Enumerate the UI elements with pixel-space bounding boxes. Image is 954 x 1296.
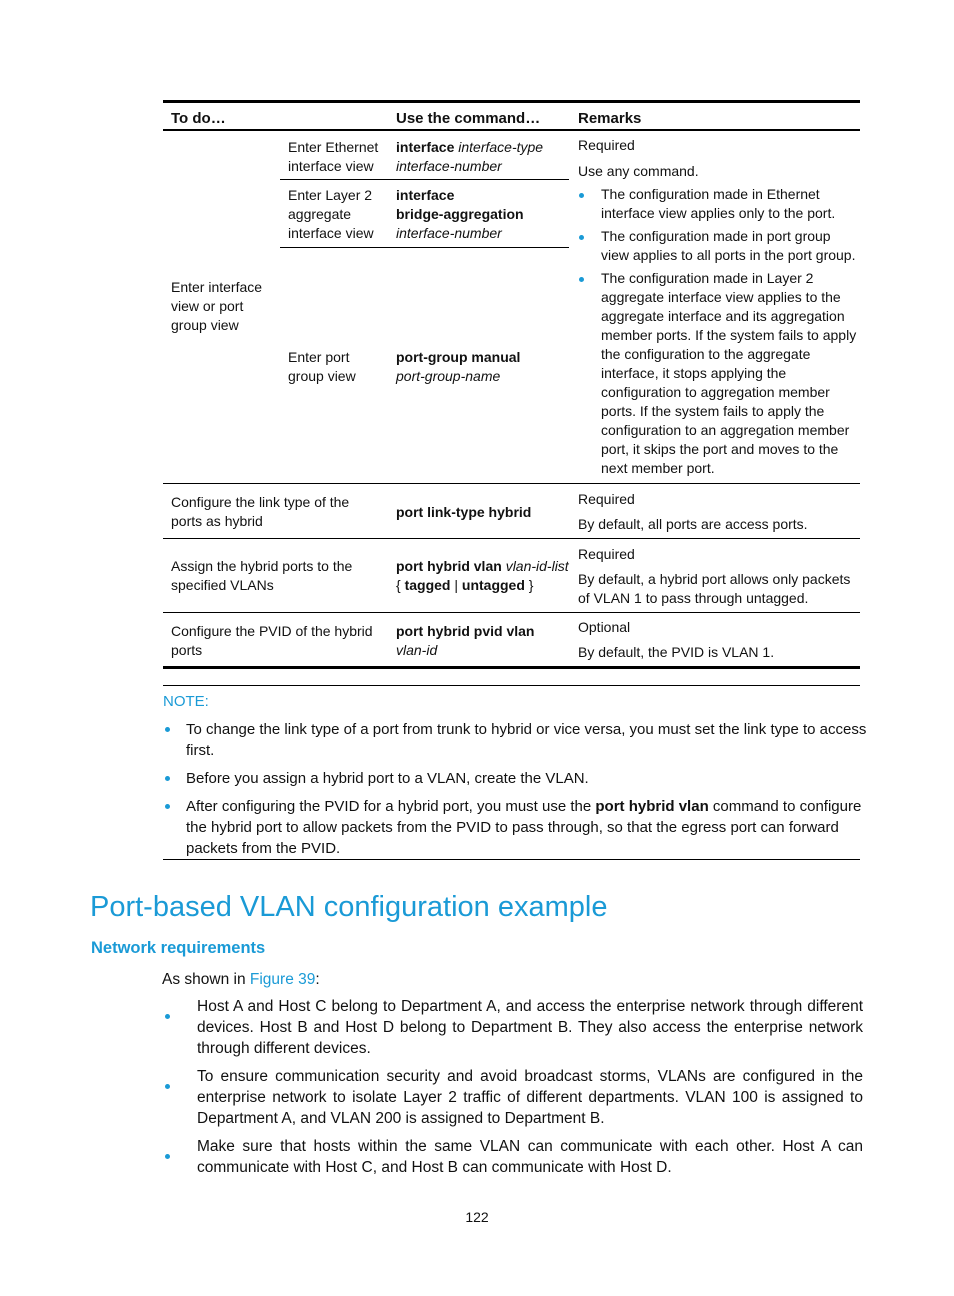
header-command: Use the command… [396,110,541,127]
row1-todo: Enter interface view or port group view [171,279,263,333]
bullet-icon [165,1084,170,1089]
table-top-rule [163,100,860,103]
note-label: NOTE: [163,693,209,710]
section-title: Port-based VLAN configuration example [90,891,608,923]
section-subtitle: Network requirements [91,939,266,957]
row1-rule [163,483,860,484]
row1-sub3-command: port-group manual port-group-name [396,349,521,384]
row3-rule [163,612,860,613]
bullet-icon [165,804,170,809]
row1-remark-bullet-2: The configuration made in port group view applies to all ports in the port group. [601,228,856,263]
row4-todo: Configure the PVID of the hybrid ports [171,623,373,658]
row2-remarks: Required By default, all ports are access ports. [578,491,808,532]
row1-remarks: Required Use any command. [578,137,699,179]
row4-remarks: Optional By default, the PVID is VLAN 1. [578,619,775,660]
bullet-icon [165,727,170,732]
row1-remark-bullet-3: The configuration made in Layer 2 aggregate interface view applies to the aggregate interface and its aggregation member ports. If the system fails to apply the configuration to the aggregate interface, it stops applying the configuration to aggregation member ports. If the system fails to apply the configuration to an aggregation member port, it skips the port and moves to the next member port. [601,270,857,476]
note-bottom-rule [163,859,860,860]
section-bullet-3: Make sure that hosts within the same VLAN can communicate with each other. Host A can communicate with Host C, and Host B can communicate with Host D. [197,1138,863,1176]
row1-remark-bullet-1: The configuration made in Ethernet interface view applies only to the port. [601,186,836,221]
note-bullet-3: After configuring the PVID for a hybrid port, you must use the port hybrid vlan command to configure the hybrid port to allow packets from the PVID to pass through, so that the egress port can forward packets from the PVID. [186,798,862,857]
row1-sub2-label: Enter Layer 2 aggregate interface view [288,187,374,241]
row1-sub3-label: Enter port group view [288,349,356,384]
row4-command: port hybrid pvid vlan vlan-id [396,623,535,658]
bullet-icon [165,776,170,781]
bullet-icon [579,235,584,240]
row1-sub2-divider [280,247,569,248]
section-bullet-1: Host A and Host C belong to Department A, and access the enterprise network through different devices. Host B and Host D belong to Department B. They also access the enterprise network through different devices. [197,998,863,1057]
row3-todo: Assign the hybrid ports to the specified VLANs [171,558,353,593]
row1-sub1-divider [280,179,569,180]
header-todo: To do… [171,110,226,127]
header-remarks: Remarks [578,110,642,127]
row3-remarks: Required By default, a hybrid port allows only packets of VLAN 1 to pass through untagged. [578,546,851,606]
note-top-rule [163,685,860,686]
bullet-icon [165,1014,170,1019]
bullet-icon [165,1154,170,1159]
section-bullet-2: To ensure communication security and avoid broadcast storms, VLANs are configured in the enterprise network to isolate Layer 2 traffic of different departments. VLAN 100 is assigned to Department A, and VLAN 200 is assigned to Department B. [197,1068,863,1127]
header-rule [163,129,860,131]
note-bullet-1: To change the link type of a port from trunk to hybrid or vice versa, you must set the link type to access first. [186,721,867,759]
table-bottom-rule [163,666,860,669]
bullet-icon [579,193,584,198]
row3-command: port hybrid vlan vlan-id-list { tagged | untagged } [396,558,569,593]
row1-sub1-command: interface interface-type interface-number [396,139,544,174]
figure-link[interactable]: Figure 39 [249,971,316,988]
page-number: 122 [465,1209,489,1225]
row2-command: port link-type hybrid [396,504,532,520]
row1-sub1-label: Enter Ethernet interface view [288,139,379,174]
section-intro: As shown in Figure 39: [162,971,320,988]
row1-sub2-command: interface bridge-aggregation interface-number [396,187,524,241]
note-bullet-2: Before you assign a hybrid port to a VLAN, create the VLAN. [186,770,589,787]
row2-todo: Configure the link type of the ports as hybrid [171,494,350,529]
row2-rule [163,538,860,539]
bullet-icon [579,277,584,282]
